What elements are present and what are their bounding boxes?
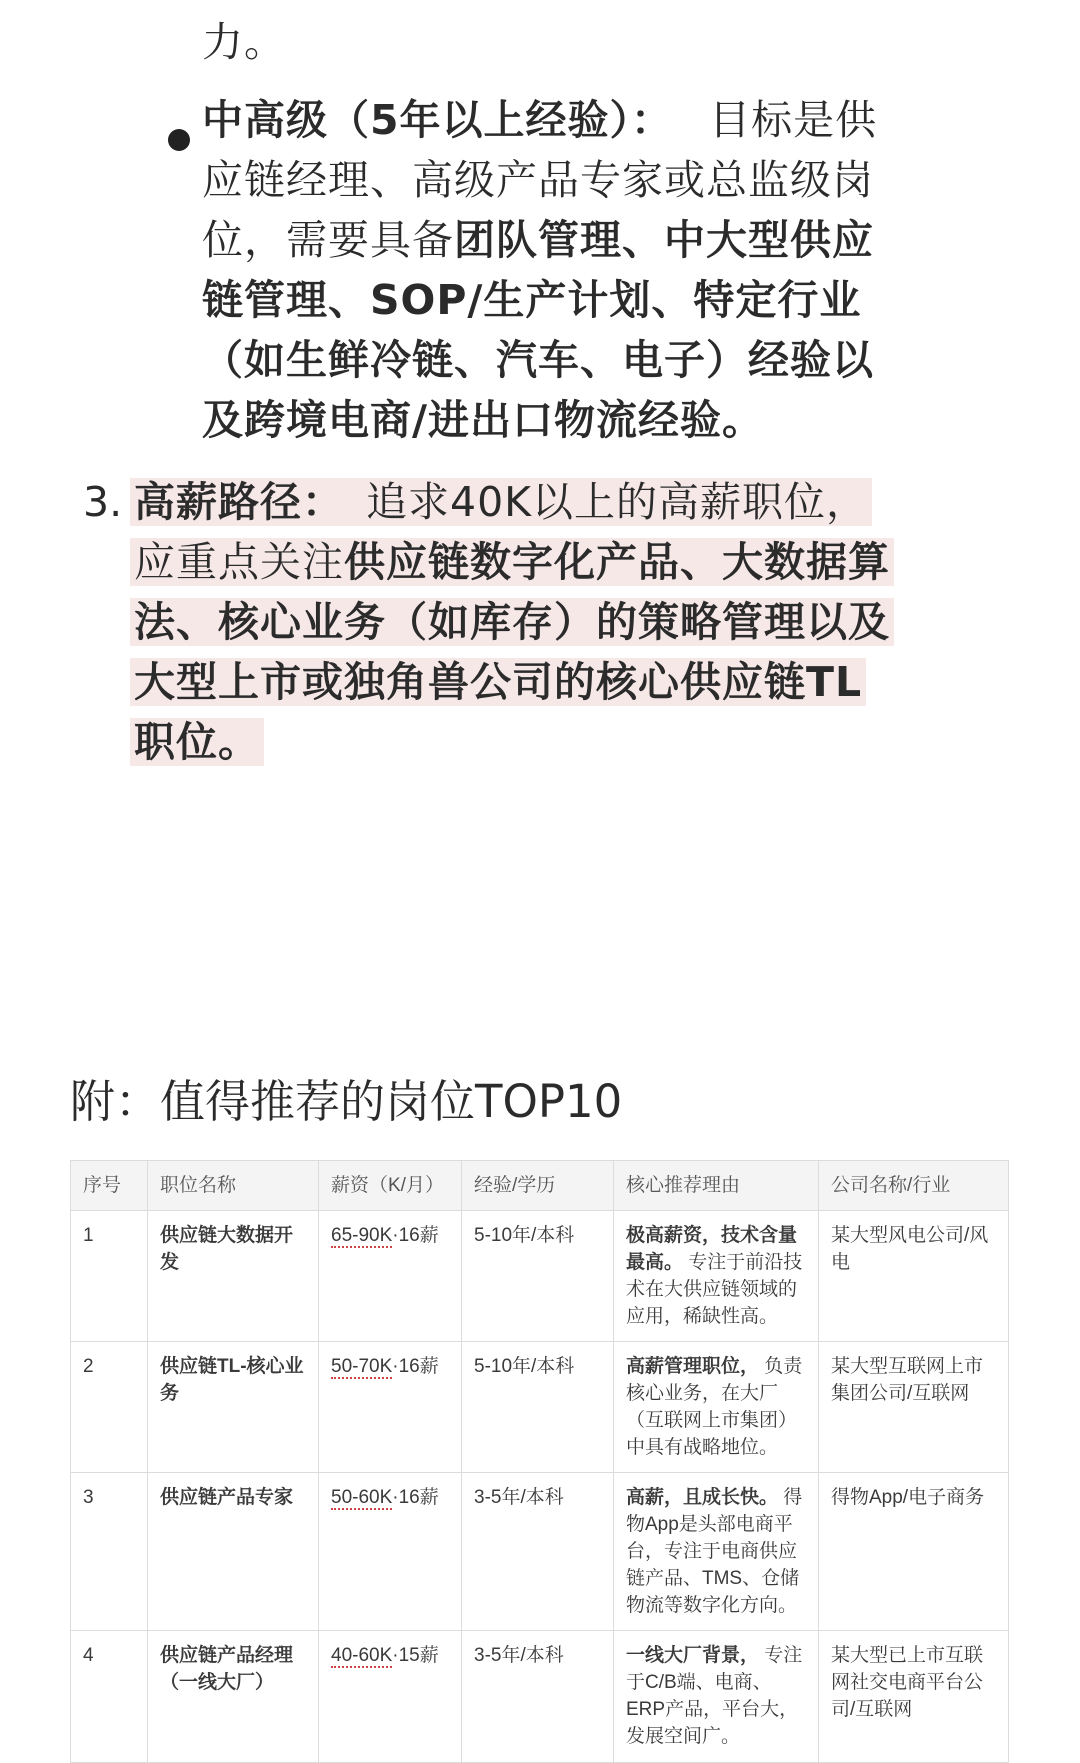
col-header-salary: 薪资（K/月） xyxy=(319,1161,462,1211)
recommend-table xyxy=(70,1160,1009,1763)
cell-company: 某大型风电公司/风电 xyxy=(819,1211,1009,1342)
reason-strong: 高薪，且成长快。 xyxy=(626,1487,779,1508)
table-header-row xyxy=(71,1161,1009,1211)
salary-months: ·16薪 xyxy=(392,1487,439,1508)
cell-title: 供应链大数据开发 xyxy=(148,1211,319,1342)
cell-exp: 5-10年/本科 xyxy=(462,1342,614,1473)
cell-reason xyxy=(614,1631,819,1763)
senior-line-1 xyxy=(202,86,877,154)
salary-months: ·16薪 xyxy=(392,1225,439,1246)
point3-text: 应重点关注 xyxy=(134,538,344,586)
cell-reason xyxy=(614,1342,819,1473)
col-header-title: 职位名称 xyxy=(148,1161,319,1211)
cell-salary xyxy=(319,1211,462,1342)
point3-label: 高薪路径： xyxy=(134,478,344,526)
cell-exp: 5-10年/本科 xyxy=(462,1211,614,1342)
cell-salary xyxy=(319,1631,462,1763)
salary-range: 65-90K xyxy=(331,1225,393,1246)
cell-title: 供应链产品经理（一线大厂） xyxy=(148,1631,319,1763)
senior-line-3 xyxy=(202,206,874,274)
point3-emphasis: 供应链数字化产品、大数据算 xyxy=(344,538,890,586)
cell-reason xyxy=(614,1211,819,1342)
reason-strong: 极高薪资，技术含量最高。 xyxy=(626,1225,798,1273)
cell-no: 4 xyxy=(71,1631,148,1763)
col-header-reason: 核心推荐理由 xyxy=(614,1161,819,1211)
cell-salary xyxy=(319,1342,462,1473)
senior-line-2: 应链经理、高级产品专家或总监级岗 xyxy=(202,156,874,204)
bullet-icon xyxy=(168,129,190,151)
salary-months: ·16薪 xyxy=(392,1356,439,1377)
salary-range: 40-60K xyxy=(331,1645,393,1666)
list-number: 3. xyxy=(83,478,123,526)
table-row xyxy=(71,1342,1009,1473)
point3-line-3 xyxy=(134,588,894,656)
cell-company: 某大型已上市互联网社交电商平台公司/互联网 xyxy=(819,1631,1009,1763)
reason-text: 专注于C/B端、电商、ERP产品，平台大，发展空间广。 xyxy=(626,1645,803,1747)
point3-line-1 xyxy=(134,468,872,536)
senior-label: 中高级（5年以上经验）： xyxy=(202,96,674,144)
point3-emphasis: 职位。 xyxy=(130,718,264,766)
senior-line-5: （如生鲜冷链、汽车、电子）经验以 xyxy=(202,336,874,384)
cell-company: 某大型互联网上市集团公司/互联网 xyxy=(819,1342,1009,1473)
senior-line-4: 链管理、SOP/生产计划、特定行业 xyxy=(202,276,862,324)
point3-line-2 xyxy=(134,528,894,596)
salary-range: 50-60K xyxy=(331,1487,393,1508)
senior-text: 位，需要具备 xyxy=(202,216,454,264)
senior-emphasis: 团队管理、中大型供应 xyxy=(454,216,874,264)
cell-exp: 3-5年/本科 xyxy=(462,1631,614,1763)
cell-exp: 3-5年/本科 xyxy=(462,1473,614,1631)
table-row xyxy=(71,1473,1009,1631)
text-fragment: 力。 xyxy=(202,18,286,66)
cell-reason xyxy=(614,1473,819,1631)
col-header-company: 公司名称/行业 xyxy=(819,1161,1009,1211)
table-row xyxy=(71,1631,1009,1763)
reason-strong: 高薪管理职位， xyxy=(626,1356,760,1377)
cell-no: 2 xyxy=(71,1342,148,1473)
salary-months: ·15薪 xyxy=(392,1645,439,1666)
salary-range: 50-70K xyxy=(331,1356,393,1377)
reason-text: 得物App是头部电商平台，专注于电商供应链产品、TMS、仓储物流等数字化方向。 xyxy=(626,1487,803,1616)
reason-strong: 一线大厂背景， xyxy=(626,1645,760,1666)
point3-text: 追求40K以上的高薪职位， xyxy=(366,478,869,526)
col-header-no: 序号 xyxy=(71,1161,148,1211)
point3-line-5 xyxy=(134,708,264,776)
cell-no: 1 xyxy=(71,1211,148,1342)
cell-company: 得物App/电子商务 xyxy=(819,1473,1009,1631)
col-header-exp: 经验/学历 xyxy=(462,1161,614,1211)
reason-text: 负责核心业务，在大厂（互联网上市集团）中具有战略地位。 xyxy=(626,1356,803,1458)
cell-salary xyxy=(319,1473,462,1631)
cell-title: 供应链产品专家 xyxy=(148,1473,319,1631)
cell-title: 供应链TL-核心业务 xyxy=(148,1342,319,1473)
point3-emphasis: 法、核心业务（如库存）的策略管理以及 xyxy=(130,598,894,646)
table-row xyxy=(71,1211,1009,1342)
senior-line-6: 及跨境电商/进出口物流经验。 xyxy=(202,396,764,444)
cell-no: 3 xyxy=(71,1473,148,1631)
reason-text: 专注于前沿技术在大供应链领域的应用，稀缺性高。 xyxy=(626,1252,803,1327)
point3-line-4 xyxy=(134,648,866,716)
senior-text: 目标是供 xyxy=(709,96,878,144)
appendix-title: 附：值得推荐的岗位TOP10 xyxy=(70,1075,623,1128)
point3-emphasis: 大型上市或独角兽公司的核心供应链TL xyxy=(130,658,866,706)
